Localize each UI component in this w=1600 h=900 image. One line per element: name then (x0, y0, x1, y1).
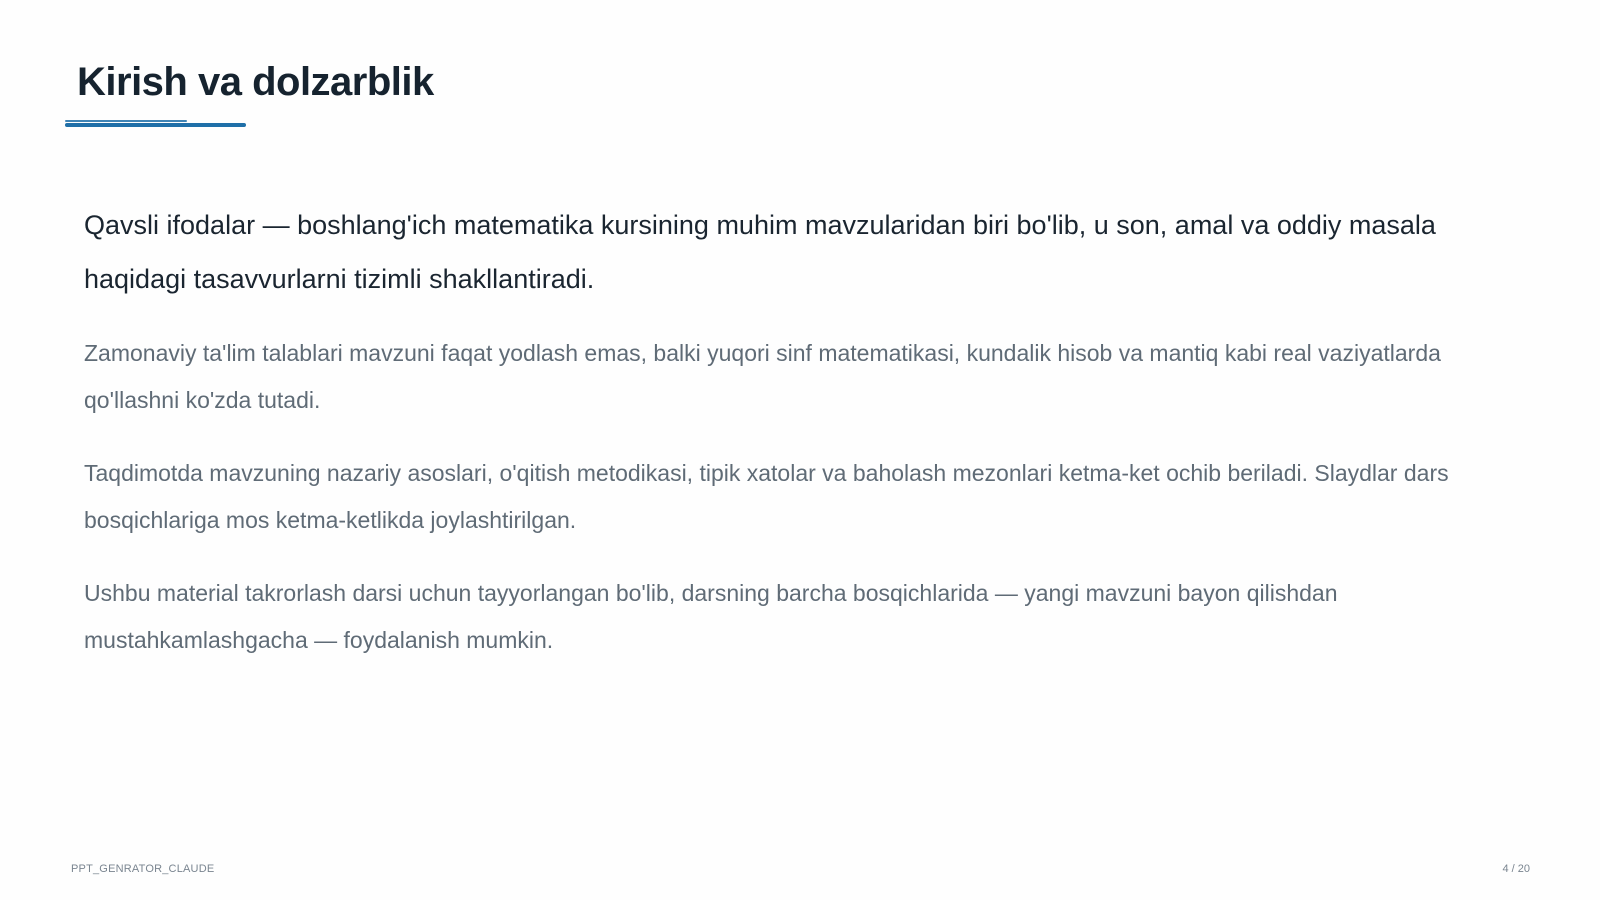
slide-content (84, 198, 1524, 690)
body-paragraph-1: Zamonaviy ta'lim talablari mavzuni faqat yodlash emas, balki yuqori sinf matematikasi, kundalik hisob va mantiq kabi real vaziyatlarda qo'llashni ko'zda tutadi. (84, 340, 1441, 413)
page-number: 4 / 20 (1502, 863, 1530, 875)
slide-title: Kirish va dolzarblik (77, 60, 434, 104)
body-paragraph-2: Taqdimotda mavzuning nazariy asoslari, o'qitish metodikasi, tipik xatolar va baholash mezonlari ketma-ket ochib beriladi. Slaydlar dars bosqichlariga mos ketma-ketlikda joylashtirilgan. (84, 460, 1449, 533)
footer-source-label: PPT_GENRATOR_CLAUDE (71, 863, 215, 875)
body-paragraph-3: Ushbu material takrorlash darsi uchun tayyorlangan bo'lib, darsning barcha bosqichlarida — yangi mavzuni bayon qilishdan mustahkamlashgacha — foydalanish mumkin. (84, 580, 1338, 653)
title-underline-accent (65, 120, 187, 122)
lead-paragraph: Qavsli ifodalar — boshlang'ich matematika kursining muhim mavzularidan biri bo'lib, u son, amal va oddiy masala haqidagi tasavvurlarni tizimli shakllantiradi. (84, 210, 1436, 294)
title-underline (65, 123, 246, 127)
